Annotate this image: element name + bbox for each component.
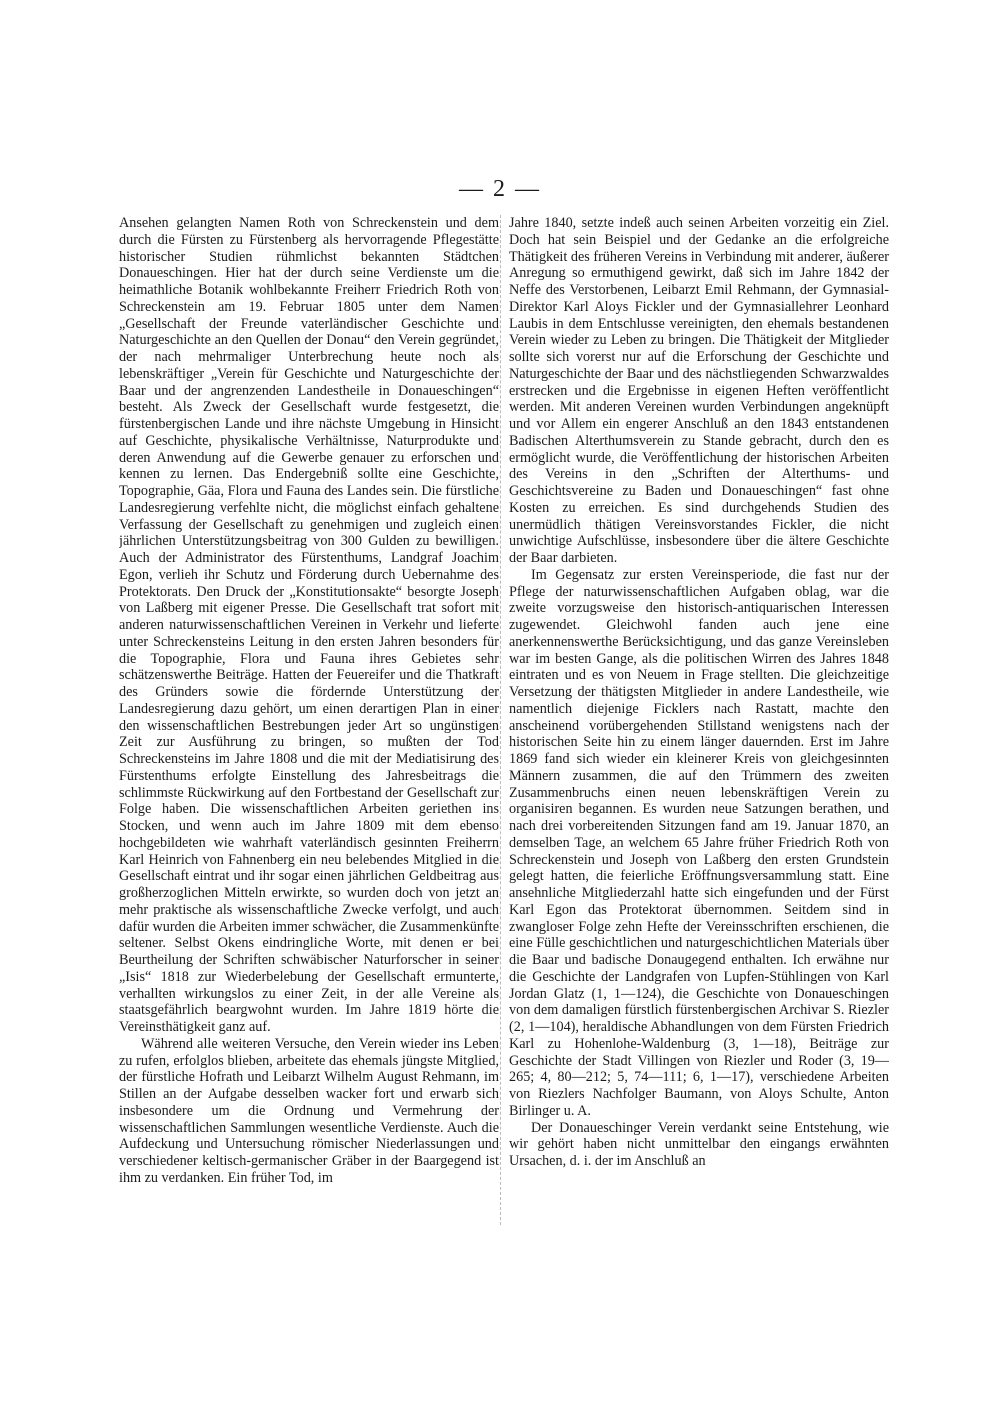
right-paragraph-1: Jahre 1840, setzte indeß auch seinen Arbeiten vorzeitig ein Ziel. Doch hat sein Beispiel und der Gedanke an die erfolgreiche Thätigkeit des früheren Vereins in Verbindung mit anderer, äußerer Anregung so ermuthigend gewirkt, daß sich im Jahre 1842 der Neffe des Verstorbenen, Leibarzt Emil Rehmann, der Gymnasial-Direktor Karl Aloys Fickler und der Gymnasiallehrer Leonhard Laubis in dem Entschlusse vereinigten, den ehemals bestandenen Verein wieder zu Leben zu bringen. Die Thätigkeit der Mitglieder sollte sich vorerst nur auf die Erforschung der Geschichte und Naturgeschichte der Baar und des nächstliegenden Schwarzwaldes erstrecken und die Ergebnisse in eigenen Heften veröffentlicht werden. Mit anderen Vereinen wurden Verbindungen angeknüpft und vor Allem ein engerer Anschluß an den 1843 entstandenen Badischen Alterthumsverein zu Stande gebracht, durch den es ermöglicht wurde, die Veröffentlichung der historischen Arbeiten des Vereins in den „Schriften der Alterthums- und Geschichtsvereine zu Baden und Donaueschingen“ fast ohne Kosten zu erreichen. Es sind durchgehends Studien des unermüdlich thätigen Vereinsvorstandes Fickler, die nicht unwichtige Aufschlüsse, insbesondere über die ältere Geschichte der Baar darbieten.	[509, 215, 889, 566]
column-divider	[500, 215, 501, 1225]
page-number: — 2 —	[459, 176, 541, 202]
right-column	[509, 215, 889, 1225]
right-paragraph-3: Der Donaueschinger Verein verdankt seine Entstehung, wie wir gehört haben nicht unmittelbar den eingangs erwähnten Ursachen, d. i. der im Anschluß an	[509, 1119, 889, 1169]
left-paragraph-2: Während alle weiteren Versuche, den Verein wieder ins Leben zu rufen, erfolglos blieben, arbeitete das ehemals jüngste Mitglied, der fürstliche Hofrath und Leibarzt Wilhelm August Rehmann, im Stillen an der Aufgabe desselben wacker fort und erwarb sich insbesondere um die Ordnung und Vermehrung der wissenschaftlichen Sammlungen wesentliche Verdienste. Auch die Aufdeckung und Untersuchung römischer Niederlassungen und verschiedener keltisch-germanischer Gräber in der Baargegend ist ihm zu verdanken. Ein früher Tod, im	[119, 1035, 499, 1186]
left-column	[119, 215, 499, 1225]
right-paragraph-2: Im Gegensatz zur ersten Vereinsperiode, die fast nur der Pflege der naturwissenschaftlichen Aufgaben oblag, war die zweite vorzugsweise den historisch-antiquarischen Interessen zugewendet. Gleichwohl fanden auch jene eine anerkennenswerthe Berücksichtigung, und das ganze Vereinsleben war im besten Gange, als die politischen Wirren des Jahres 1848 eintraten und es von Neuem in Frage stellten. Die gleichzeitige Versetzung der thätigsten Mitglieder in andere Landestheile, wie namentlich diejenige Ficklers nach Rastatt, machte den anscheinend vorübergehenden Stillstand wenigstens nach der historischen Seite hin zu einem länger dauernden. Erst im Jahre 1869 fand sich wieder ein kleinerer Kreis von gleichgesinnten Männern zusammen, die auf den Trümmern des zweiten Zusammenbruchs einen neuen lebenskräftigen Verein zu organisiren begannen. Es wurden neue Satzungen berathen, und nach drei vorbereitenden Sitzungen fand am 19. Januar 1870, an demselben Tage, an welchem 65 Jahre früher Friedrich Roth von Schreckenstein und Joseph von Laßberg den ersten Grundstein gelegt hatten, die feierliche Eröffnungsversammlung statt. Eine ansehnliche Mitgliederzahl hatte sich eingefunden und der Fürst Karl Egon das Protektorat übernommen. Seitdem sind in zwangloser Folge zehn Hefte der Vereinsschriften erschienen, die eine Fülle geschichtlichen und naturgeschichtlichen Materials über die Baar und badische Donaugegend enthalten. Ich erwähne nur die Geschichte der Landgrafen von Lupfen-Stühlingen von Karl Jordan Glatz (1, 1—124), die Geschichte von Donaueschingen von dem damaligen fürstlich fürstenbergischen Archivar S. Riezler (2, 1—104), heraldische Abhandlungen von dem Fürsten Friedrich Karl zu Hohenlohe-Waldenburg (3, 1—18), Beiträge zur Geschichte der Stadt Villingen von Riezler und Roder (3, 19—265; 4, 80—212; 5, 74—111; 6, 1—17), verschiedene Arbeiten von Riezlers Nachfolger Baumann, von Aloys Schulte, Anton Birlinger u. A.	[509, 566, 889, 1119]
left-paragraph-1: Ansehen gelangten Namen Roth von Schreckenstein und dem durch die Fürsten zu Fürstenberg als hervorragende Pflegestätte historischer Studien rühmlichst bekannten Städtchen Donaueschingen. Hier hat der durch seine Verdienste um die heimathliche Botanik wohlbekannte Freiherr Friedrich Roth von Schreckenstein am 19. Februar 1805 unter dem Namen „Gesellschaft der Freunde vaterländischer Geschichte und Naturgeschichte an den Quellen der Donau“ den Verein gegründet, der nach mehrmaliger Unterbrechung heute noch als lebenskräftiger „Verein für Geschichte und Naturgeschichte der Baar und der angrenzenden Landestheile in Donaueschingen“ besteht. Als Zweck der Gesellschaft wurde festgesetzt, die fürstenbergischen Lande und ihre nächste Umgebung in Hinsicht auf Geschichte, physikalische Verhältnisse, Naturprodukte und deren Anwendung auf die Gewerbe genauer zu erforschen und kennen zu lernen. Das Endergebniß sollte eine Geschichte, Topographie, Gäa, Flora und Fauna des Landes sein. Die fürstliche Landesregierung verfehlte nicht, die möglichst einfach gehaltene Verfassung der Gesellschaft zu genehmigen und zugleich einen jährlichen Unterstützungsbeitrag von 300 Gulden zu bewilligen. Auch der Administrator des Fürstenthums, Landgraf Joachim Egon, verlieh ihr Schutz und Förderung durch Uebernahme des Protektorats. Den Druck der „Konstitutionsakte“ besorgte Joseph von Laßberg mit eigener Presse. Die Gesellschaft trat sofort mit anderen naturwissenschaftlichen Vereinen in Verkehr und lieferte unter Schreckensteins Leitung in den ersten Jahren besonders für die Topographie, Flora und Fauna ihres Gebietes sehr schätzenswerthe Beiträge. Hatten der Feuereifer und die Thatkraft des Gründers sowie die fördernde Unterstützung der Landesregierung dazu gehört, um einen derartigen Plan in einer den wissenschaftlichen Bestrebungen jeder Art so ungünstigen Zeit zur Ausführung zu bringen, so mußten der Tod Schreckensteins im Jahre 1808 und die mit der Mediatisirung des Fürstenthums erfolgte Einstellung des Jahresbeitrags die schlimmste Rückwirkung auf den Fortbestand der Gesellschaft zur Folge haben. Die wissenschaftlichen Arbeiten geriethen ins Stocken, und wenn auch im Jahre 1809 mit dem ebenso hochgebildeten wie wahrhaft vaterländisch gesinnten Freiherrn Karl Heinrich von Fahnenberg ein neu belebendes Mitglied in die Gesellschaft eintrat und ihr sogar einen jährlichen Geldbeitrag aus großherzoglichen Mitteln erwirkte, so wurden doch von jetzt an mehr praktische als wissenschaftliche Zwecke verfolgt, und auch dafür wurden die Arbeiten immer schwächer, die Zusammenkünfte seltener. Selbst Okens eindringliche Worte, mit denen er bei Beurtheilung der Schriften schwäbischer Naturforscher in seiner „Isis“ 1818 zur Wiederbelebung der Gesellschaft ermunterte, verhallten wirkungslos zu einer Zeit, in der alle Vereine als staatsgefährlich beargwohnt wurden. Im Jahre 1819 hörte die Vereinsthätigkeit ganz auf.	[119, 215, 499, 1035]
